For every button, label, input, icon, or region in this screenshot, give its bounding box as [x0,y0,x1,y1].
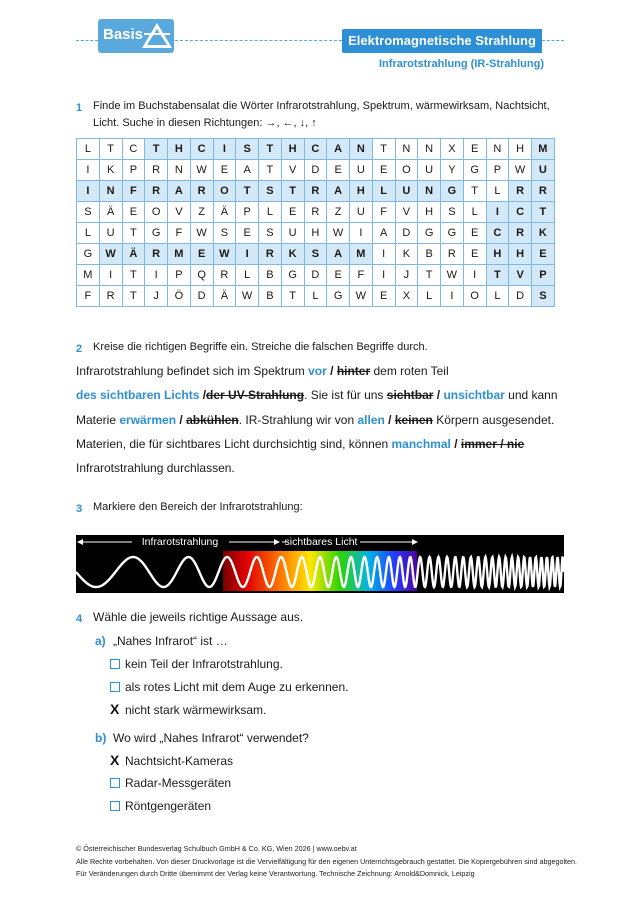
grid-cell[interactable]: S [532,286,555,307]
grid-cell[interactable]: F [372,202,395,223]
grid-cell[interactable]: L [77,139,100,160]
grid-cell[interactable]: A [327,244,350,265]
grid-cell[interactable]: J [145,286,168,307]
task4a-question: „Nahes Infrarot“ ist … [113,634,228,648]
fill-text: Materien, die für sichtbares Licht durchsichtig sind, können [76,437,392,451]
option-label: nicht stark wärmewirksam. [125,703,267,717]
grid-cell[interactable]: K [281,244,304,265]
grid-cell[interactable]: T [259,160,282,181]
grid-cell[interactable]: I [372,244,395,265]
grid-cell[interactable]: I [441,286,464,307]
grid-cell[interactable]: N [418,139,441,160]
grid-cell[interactable]: I [372,265,395,286]
checkbox-empty-icon[interactable] [110,778,120,788]
grid-cell[interactable]: P [532,265,555,286]
grid-cell[interactable]: K [532,223,555,244]
grid-cell[interactable]: H [509,139,532,160]
grid-row [77,181,555,202]
grid-cell[interactable]: I [145,265,168,286]
grid-cell[interactable]: N [168,160,191,181]
option-uv-strahlung[interactable]: der UV-Strahlung [206,388,305,402]
grid-cell[interactable]: H [418,202,441,223]
grid-cell[interactable]: Ö [168,286,191,307]
grid-cell[interactable]: U [532,160,555,181]
header-dash-right [542,40,564,41]
grid-cell[interactable]: I [77,181,100,202]
grid-cell[interactable]: T [122,286,145,307]
grid-cell[interactable]: O [395,160,418,181]
task1-text [93,98,573,132]
option-label: Radar-Messgeräten [125,776,232,790]
footer-line-3: Für Veränderungen durch Dritte übernimmt der Verlag keine Verantwortung. Technische Zeichnung: Arnold&Domnick, Leipzig [76,869,475,878]
task4-number: 4 [76,613,83,625]
grid-cell[interactable]: O [463,286,486,307]
grid-cell[interactable]: C [190,139,213,160]
grid-cell[interactable]: I [213,139,236,160]
grid-cell[interactable]: O [145,202,168,223]
grid-cell[interactable]: T [122,265,145,286]
grid-cell[interactable]: R [509,223,532,244]
task1-line1: Finde im Buchstabensalat die Wörter Infrarotstrahlung, Spektrum, wärmewirksam, Nachtsicht, [93,100,550,112]
grid-cell[interactable]: U [281,223,304,244]
grid-cell[interactable]: B [259,286,282,307]
grid-cell[interactable]: G [441,181,464,202]
checkbox-checked-icon[interactable]: X [110,752,120,768]
grid-cell[interactable]: I [350,223,373,244]
fill-text: und kann [504,388,558,402]
fill-line-3 [76,413,554,427]
footer-line-2: Alle Rechte vorbehalten. Von dieser Druckvorlage ist die Vervielfältigung für den eigenen Unterrichtsgebrauch gestattet. Die Kopiergebühren sind abgegolten. [76,857,578,866]
grid-cell[interactable]: F [350,265,373,286]
task3-number: 3 [76,503,83,515]
grid-cell[interactable]: L [236,265,259,286]
grid-cell[interactable]: N [99,181,122,202]
grid-cell[interactable]: Z [190,202,213,223]
option-b3[interactable] [110,799,211,813]
slash: / [450,437,461,451]
page-title: Elektromagnetische Strahlung [348,33,536,48]
grid-row [77,244,555,265]
grid-cell[interactable]: G [77,244,100,265]
task4-text: Wähle die jeweils richtige Aussage aus. [93,610,304,624]
option-sichtbar[interactable]: sichtbar [386,388,434,402]
grid-cell[interactable]: P [168,265,191,286]
grid-cell[interactable]: W [190,160,213,181]
grid-cell[interactable]: S [236,139,259,160]
grid-cell[interactable]: P [486,160,509,181]
grid-cell[interactable]: I [77,160,100,181]
grid-cell[interactable]: T [281,181,304,202]
grid-cell[interactable]: J [395,265,418,286]
grid-cell[interactable]: V [509,265,532,286]
grid-cell[interactable]: V [395,202,418,223]
header-dash-left [76,40,98,41]
grid-cell[interactable]: W [327,223,350,244]
task4a-label: a) [95,634,106,648]
grid-cell[interactable]: X [441,139,464,160]
grid-row [77,160,555,181]
grid-cell[interactable]: M [77,265,100,286]
option-unsichtbar[interactable]: unsichtbar [443,388,505,402]
grid-cell[interactable]: L [77,223,100,244]
grid-cell[interactable]: C [122,139,145,160]
fill-line-5: Infrarotstrahlung durchlassen. [76,461,235,475]
grid-cell[interactable]: I [486,202,509,223]
grid-cell[interactable]: R [145,244,168,265]
grid-cell[interactable]: W [509,160,532,181]
grid-cell[interactable]: H [350,181,373,202]
grid-cell[interactable]: I [236,244,259,265]
grid-cell[interactable]: E [281,202,304,223]
grid-cell[interactable]: C [486,223,509,244]
grid-cell[interactable]: S [259,181,282,202]
grid-cell[interactable]: D [190,286,213,307]
grid-cell[interactable]: Y [441,160,464,181]
checkbox-empty-icon[interactable] [110,682,120,692]
grid-cell[interactable]: L [486,181,509,202]
grid-cell[interactable]: G [463,160,486,181]
grid-cell[interactable]: N [418,181,441,202]
grid-cell[interactable]: N [395,139,418,160]
task3-text: Markiere den Bereich der Infrarotstrahlung: [93,501,303,513]
grid-cell[interactable]: S [77,202,100,223]
option-b2[interactable] [110,776,231,790]
fill-text: Körpern ausgesendet. [432,413,555,427]
grid-cell[interactable]: A [168,181,191,202]
grid-cell[interactable]: L [372,181,395,202]
fill-text: dem roten Teil [370,364,449,378]
slash: / [384,413,395,427]
task2-instruction: Kreise die richtigen Begriffe ein. Streiche die falschen Begriffe durch. [93,341,428,353]
grid-cell[interactable]: P [122,160,145,181]
grid-cell[interactable]: A [327,181,350,202]
grid-cell[interactable]: G [441,223,464,244]
grid-cell[interactable]: I [463,265,486,286]
grid-cell[interactable]: T [236,181,259,202]
grid-cell[interactable]: F [168,223,191,244]
footer-line-1: © Österreichischer Bundesverlag Schulbuch GmbH & Co. KG, Wien 2026 | www.oebv.at [76,844,357,853]
option-abkuehlen[interactable]: abkühlen [186,413,239,427]
grid-cell[interactable]: M [350,244,373,265]
grid-cell[interactable]: U [350,202,373,223]
grid-cell[interactable]: R [304,202,327,223]
slash: / [433,388,444,402]
grid-cell[interactable]: H [281,139,304,160]
option-a3[interactable] [110,703,266,717]
grid-cell[interactable]: G [281,265,304,286]
slash: / [326,364,337,378]
grid-cell[interactable]: E [532,244,555,265]
option-b1[interactable] [110,754,233,768]
grid-cell[interactable]: G [145,223,168,244]
grid-cell[interactable]: O [213,181,236,202]
option-erwaermen[interactable]: erwärmen [119,413,177,427]
grid-cell[interactable]: D [395,223,418,244]
grid-cell[interactable]: S [259,223,282,244]
option-label: kein Teil der Infrarotstrahlung. [125,657,283,671]
option-immer-nie[interactable]: immer / nie [460,437,525,451]
grid-cell[interactable]: Ä [213,202,236,223]
grid-cell[interactable]: A [372,223,395,244]
grid-cell[interactable]: A [327,139,350,160]
header-dash-mid [175,40,342,41]
logo-text: Basis [103,26,144,43]
grid-cell[interactable]: H [509,244,532,265]
option-a2[interactable] [110,680,348,694]
grid-cell[interactable]: N [350,139,373,160]
grid-cell[interactable]: G [418,223,441,244]
grid-cell[interactable]: E [463,139,486,160]
task1-number: 1 [76,102,83,114]
fill-text: Infrarotstrahlung befindet sich im Spektrum [76,364,309,378]
grid-row [77,202,555,223]
grid-cell[interactable]: K [395,244,418,265]
grid-cell[interactable]: V [281,160,304,181]
grid-cell[interactable]: D [509,286,532,307]
slash: / [199,388,207,402]
grid-cell[interactable]: L [418,286,441,307]
grid-cell[interactable]: L [304,286,327,307]
grid-cell[interactable]: Ä [213,286,236,307]
grid-cell[interactable]: I [99,265,122,286]
label-visible: sichtbares Licht [284,536,358,548]
grid-cell[interactable]: E [190,244,213,265]
grid-cell[interactable]: R [190,181,213,202]
option-vor[interactable]: vor [308,364,327,378]
grid-cell[interactable]: W [441,265,464,286]
fill-text: Materie [76,413,120,427]
grid-cell[interactable]: F [122,181,145,202]
grid-cell[interactable]: E [463,244,486,265]
grid-cell[interactable]: R [99,286,122,307]
grid-cell[interactable]: T [418,265,441,286]
grid-cell[interactable]: E [236,223,259,244]
letter-grid [76,138,555,307]
grid-cell[interactable]: E [372,160,395,181]
grid-cell[interactable]: R [441,244,464,265]
fill-line-4 [76,437,524,451]
grid-cell[interactable]: T [259,139,282,160]
grid-cell[interactable]: R [213,265,236,286]
grid-cell[interactable]: W [99,244,122,265]
checkbox-empty-icon[interactable] [110,801,120,811]
grid-cell[interactable]: H [168,139,191,160]
fill-text: . IR-Strahlung wir von [238,413,358,427]
grid-cell[interactable]: Q [190,265,213,286]
task4b-question: Wo wird „Nahes Infrarot“ verwendet? [113,731,309,745]
grid-cell[interactable]: U [418,160,441,181]
grid-cell[interactable]: P [236,202,259,223]
grid-cell[interactable]: R [145,160,168,181]
grid-cell[interactable]: E [122,202,145,223]
grid-cell[interactable]: E [372,286,395,307]
task4b-label: b) [95,731,107,745]
grid-cell[interactable]: Ä [99,202,122,223]
grid-cell[interactable]: S [441,202,464,223]
grid-cell[interactable]: E [463,223,486,244]
grid-cell[interactable]: H [486,244,509,265]
logo-triangle-icon [140,21,174,51]
option-keinen[interactable]: keinen [394,413,433,427]
grid-cell[interactable]: E [327,265,350,286]
fill-line-1 [76,364,449,378]
grid-cell[interactable]: H [304,223,327,244]
grid-cell[interactable]: E [213,160,236,181]
grid-cell[interactable]: K [99,160,122,181]
grid-row [77,139,555,160]
grid-cell[interactable]: U [99,223,122,244]
task1-line2: Licht. Suche in diesen Richtungen: →, ←, ↓, ↑ [93,117,317,129]
grid-cell[interactable]: B [418,244,441,265]
grid-cell[interactable]: E [327,160,350,181]
option-allen[interactable]: allen [357,413,385,427]
grid-cell[interactable]: X [395,286,418,307]
option-manchmal[interactable]: manchmal [391,437,451,451]
fill-line-2 [76,388,558,402]
grid-cell[interactable]: R [259,244,282,265]
grid-cell[interactable]: R [532,181,555,202]
grid-row [77,286,555,307]
grid-cell[interactable]: G [327,286,350,307]
grid-cell[interactable]: D [304,160,327,181]
grid-cell[interactable]: T [99,139,122,160]
option-label: Röntgengeräten [125,799,212,813]
grid-cell[interactable]: W [190,223,213,244]
grid-cell[interactable]: A [236,160,259,181]
slash: / [176,413,187,427]
grid-cell[interactable]: W [350,286,373,307]
grid-cell[interactable]: W [236,286,259,307]
checkbox-empty-icon[interactable] [110,659,120,669]
grid-cell[interactable]: R [509,181,532,202]
grid-cell[interactable]: M [168,244,191,265]
grid-cell[interactable]: C [304,139,327,160]
grid-cell[interactable]: L [486,286,509,307]
grid-cell[interactable]: N [486,139,509,160]
grid-cell[interactable]: U [350,160,373,181]
grid-row [77,265,555,286]
grid-cell[interactable]: C [509,202,532,223]
option-label: Nachtsicht-Kameras [125,754,234,768]
spectrum-diagram[interactable] [76,535,564,593]
grid-cell[interactable]: T [372,139,395,160]
grid-cell[interactable]: U [395,181,418,202]
task2-number: 2 [76,343,83,355]
grid-cell[interactable]: T [145,139,168,160]
grid-cell[interactable]: L [463,202,486,223]
grid-cell[interactable]: F [77,286,100,307]
grid-cell[interactable]: T [281,286,304,307]
grid-cell[interactable]: T [486,265,509,286]
grid-cell[interactable]: R [145,181,168,202]
grid-cell[interactable]: T [463,181,486,202]
grid-cell[interactable]: L [259,202,282,223]
page-subtitle: Infrarotstrahlung (IR-Strahlung) [379,58,544,70]
checkbox-checked-icon[interactable]: X [110,701,120,717]
grid-cell[interactable]: W [213,244,236,265]
grid-cell[interactable]: S [213,223,236,244]
option-a1[interactable] [110,657,283,671]
fill-text: . Sie ist für uns [304,388,387,402]
grid-cell[interactable]: V [168,202,191,223]
grid-cell[interactable]: Ä [122,244,145,265]
option-sichtbares-licht[interactable]: des sichtbaren Lichts [76,388,200,402]
grid-cell[interactable]: T [122,223,145,244]
grid-cell[interactable]: T [532,202,555,223]
option-label: als rotes Licht mit dem Auge zu erkennen. [125,680,349,694]
grid-cell[interactable]: Z [327,202,350,223]
grid-cell[interactable]: M [532,139,555,160]
grid-row [77,223,555,244]
grid-cell[interactable]: B [259,265,282,286]
grid-cell[interactable]: R [304,181,327,202]
option-hinter[interactable]: hinter [336,364,371,378]
label-ir: Infrarotstrahlung [141,536,219,548]
grid-cell[interactable]: D [304,265,327,286]
grid-cell[interactable]: S [304,244,327,265]
